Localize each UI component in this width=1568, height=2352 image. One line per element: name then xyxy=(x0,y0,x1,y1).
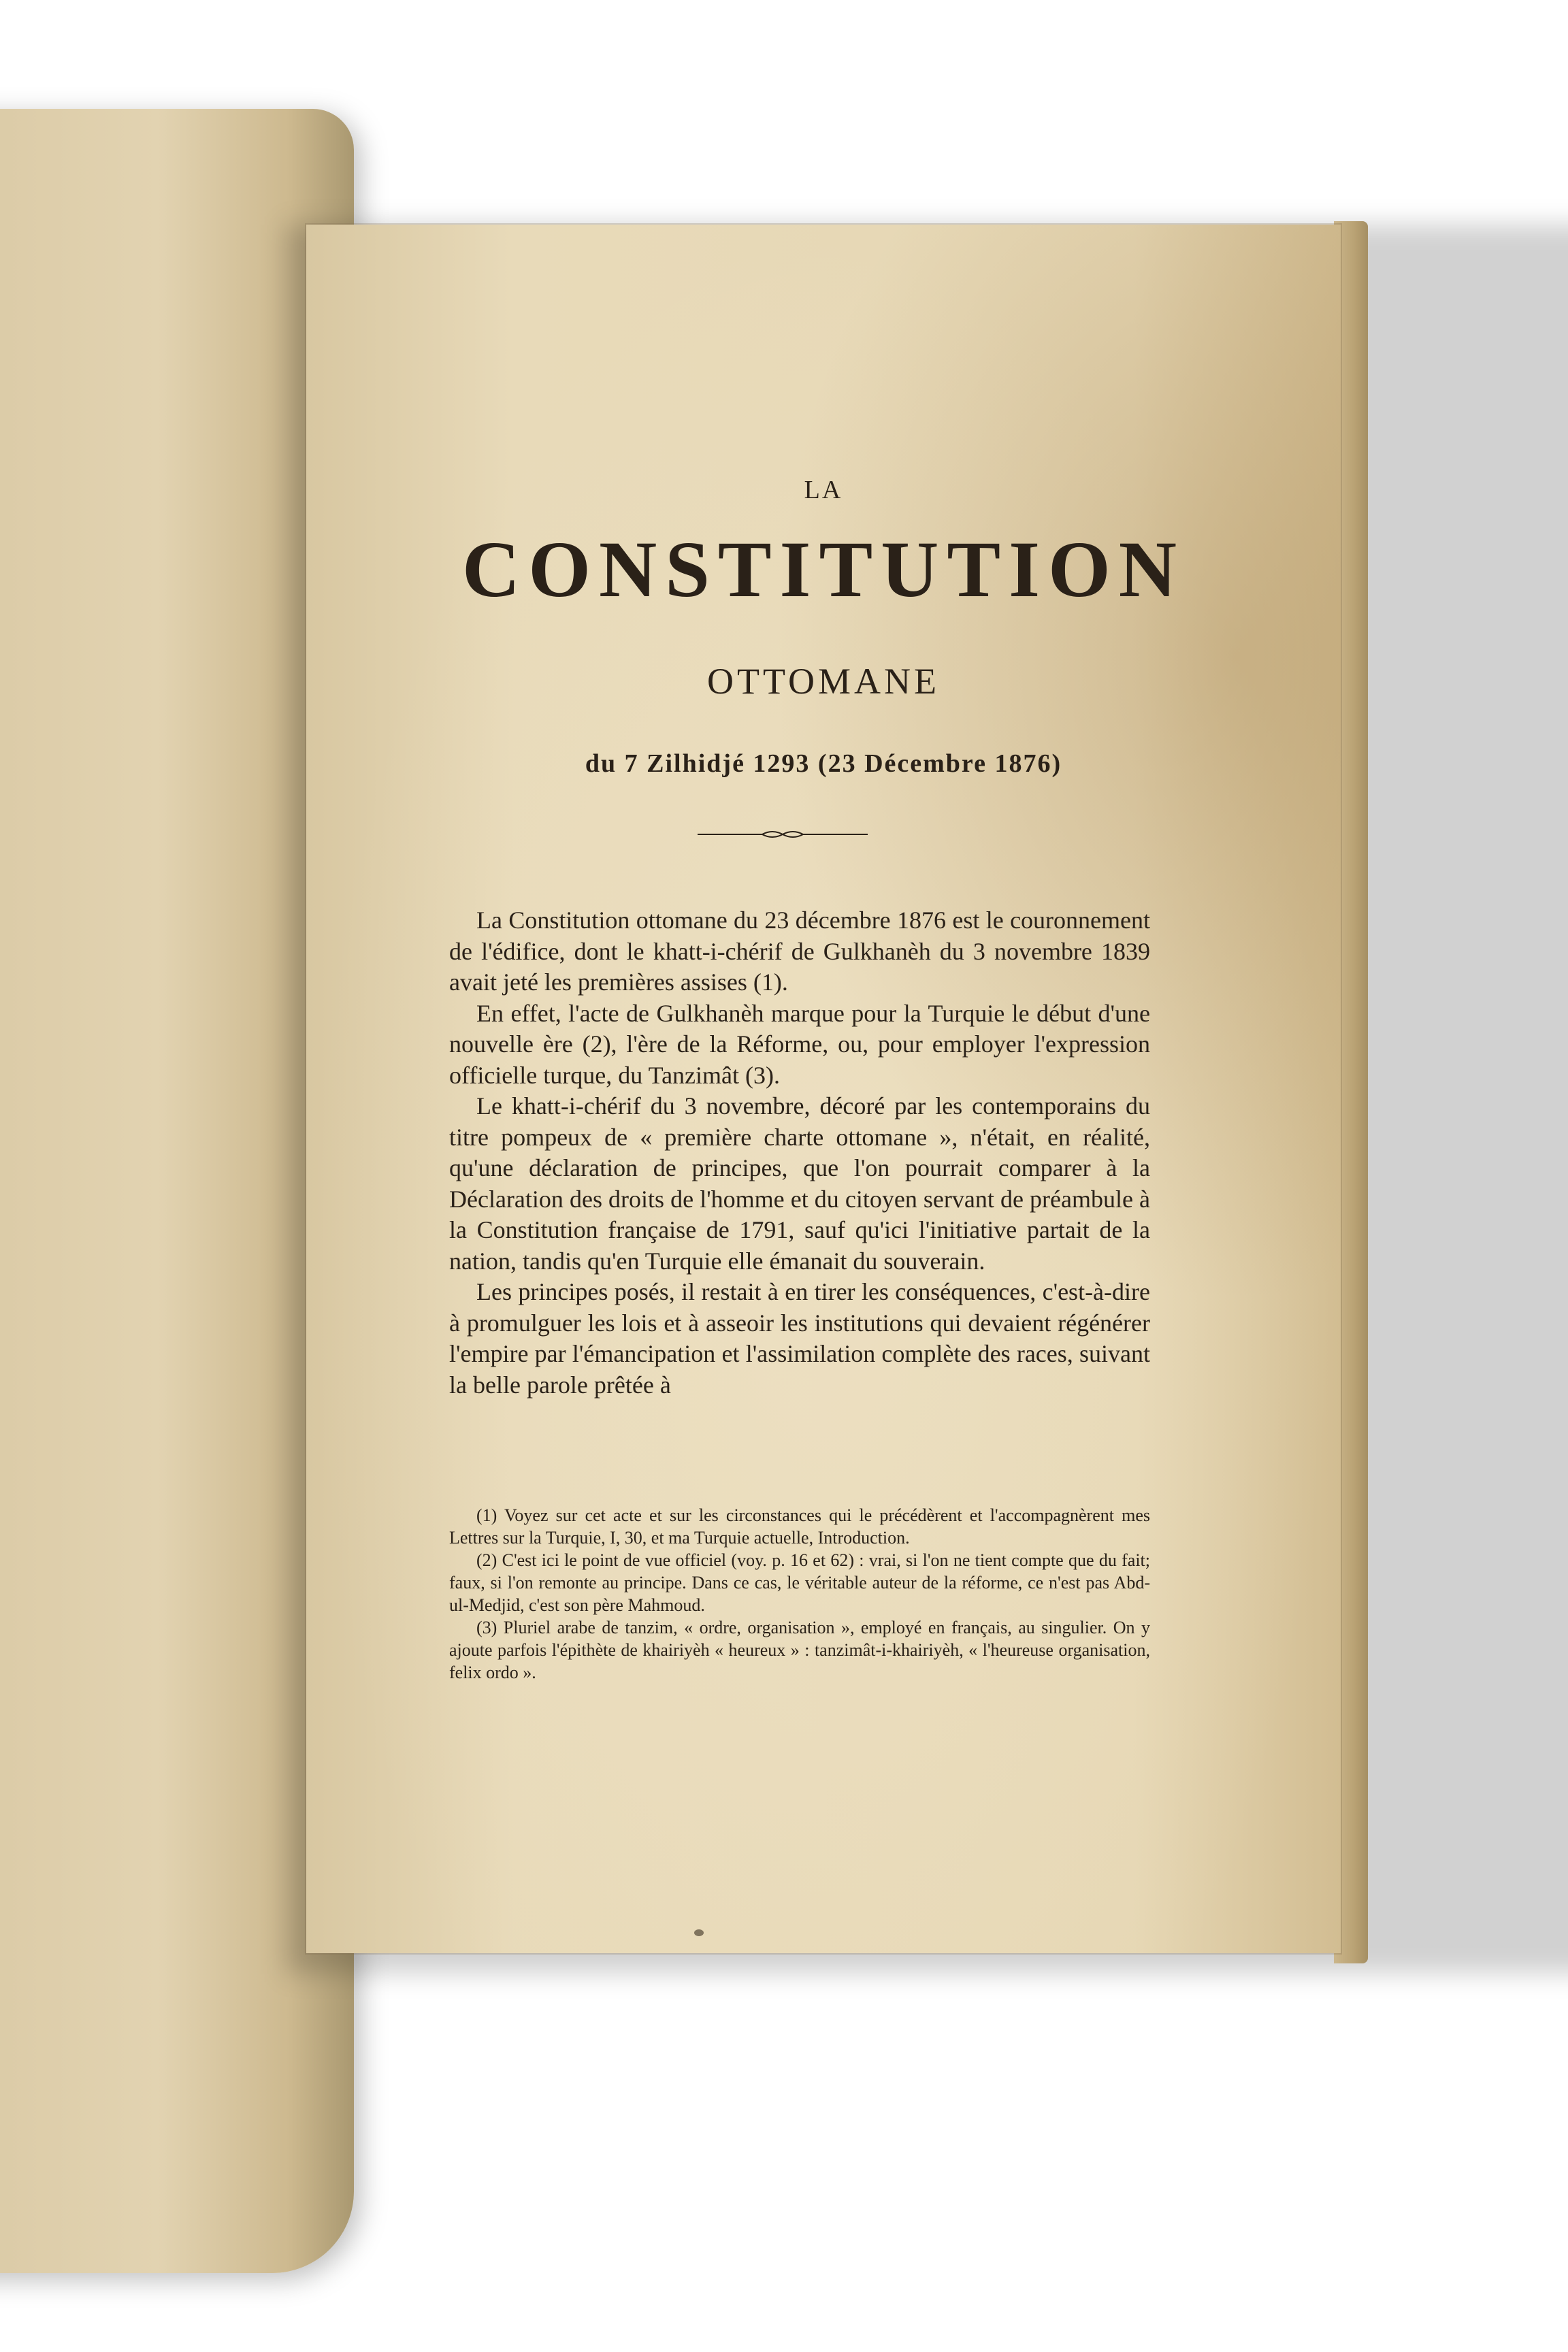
date-line: du 7 Zilhidjé 1293 (23 Décembre 1876) xyxy=(585,749,1062,778)
paragraph-3: Le khatt-i-chérif du 3 novembre, décoré par les contemporains du titre pompeux de « première charte ottomane », n'était, en réalité, qu'une déclaration de principes, que l'on pourrait comparer à la Déclaration des droits de l'homme et du citoyen servant de préambule à la Constitution française de 1791, sauf qu'ici l'initiative partait de la nation, tandis qu'en Turquie elle émanait du souverain. xyxy=(449,1092,1150,1275)
paragraph-2: En effet, l'acte de Gulkhanèh marque pour la Turquie le début d'une nouvelle ère (2), l'ère de la Réforme, ou, pour employer l'expression officielle turque, du Tanzimât (3). xyxy=(449,999,1150,1089)
ornament-divider xyxy=(698,828,868,841)
page-mark xyxy=(694,1929,704,1936)
footnote-3: (3) Pluriel arabe de tanzim, « ordre, organisation », employé en français, au singulier. On y ajoute parfois l'épithète de khairiyèh « heureux » : tanzimât-i-khairiyèh, « l'heureuse organisation, felix ordo ». xyxy=(449,1618,1150,1682)
document-page xyxy=(306,225,1341,1953)
page-subtitle: OTTOMANE xyxy=(707,661,940,702)
footnote-1: (1) Voyez sur cet acte et sur les circonstances qui le précédèrent et l'accompagnèrent mes Lettres sur la Turquie, I, 30, et ma Turquie actuelle, Introduction. xyxy=(449,1505,1150,1548)
footnote-2: (2) C'est ici le point de vue officiel (voy. p. 16 et 62) : vrai, si l'on ne tient compte que du fait; faux, si l'on remonte au principe. Dans ce cas, le véritable auteur de la réforme, ce n'est pas Abd-ul-Medjid, c'est son père Mahmoud. xyxy=(449,1550,1150,1615)
title-la: LA xyxy=(804,476,843,504)
page-title: CONSTITUTION xyxy=(461,525,1185,614)
body-text xyxy=(449,905,1150,1401)
footnotes xyxy=(449,1504,1150,1684)
paragraph-1: La Constitution ottomane du 23 décembre 1876 est le couronnement de l'édifice, dont le khatt-i-chérif de Gulkhanèh du 3 novembre 1839 avait jeté les premières assises (1). xyxy=(449,906,1150,996)
paragraph-4: Les principes posés, il restait à en tirer les conséquences, c'est-à-dire à promulguer les lois et à asseoir les institutions qui devaient régénérer l'empire par l'émancipation et l'assimilation complète des races, suivant la belle parole prêtée à xyxy=(449,1278,1150,1399)
